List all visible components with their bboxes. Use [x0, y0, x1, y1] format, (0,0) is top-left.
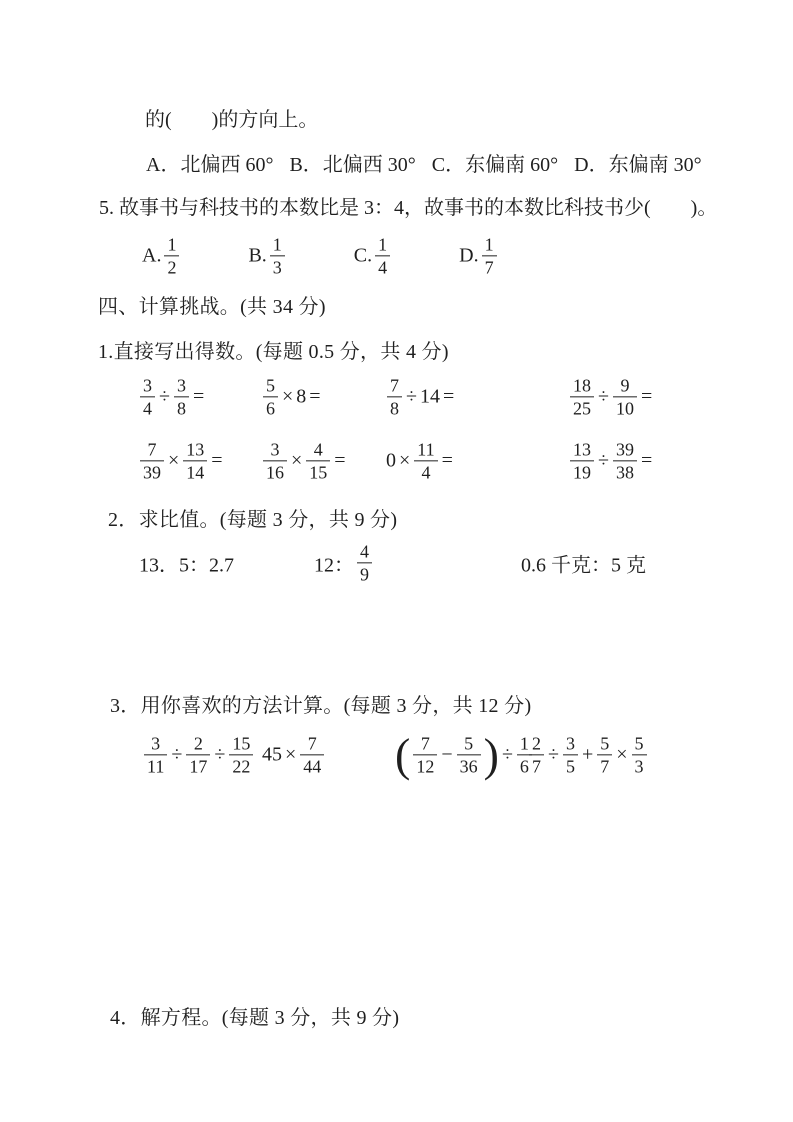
ratio-item — [313, 541, 374, 584]
math-text: B. — [248, 244, 267, 267]
operator: = — [441, 449, 453, 472]
fraction: $\frac{3}{16}$ — [263, 439, 287, 482]
operator: ÷ — [598, 449, 609, 472]
calc-expression — [568, 375, 654, 418]
operator: = — [640, 449, 653, 472]
operator: = — [334, 449, 346, 472]
fraction: $\frac{4}{15}$ — [306, 439, 330, 482]
operator: = — [442, 385, 455, 408]
fraction: $\frac{1}{2}$ — [164, 234, 179, 277]
operator: = — [192, 385, 205, 408]
operator: ÷ — [501, 743, 513, 766]
math-text: C. — [353, 244, 373, 267]
choice-b-fraction — [247, 234, 286, 277]
math-text: 0.6 千克：5 克 — [521, 554, 646, 577]
operator: ÷ — [171, 743, 183, 766]
method-expression — [527, 733, 649, 776]
operator: × — [291, 449, 303, 472]
operator: × — [285, 743, 297, 766]
fraction: $\frac{9}{10}$ — [613, 375, 637, 418]
question4-continuation-text: 的( )的方向上。 — [145, 109, 319, 131]
math-text: A. — [142, 244, 162, 267]
choice-d: D．东偏南 30° — [574, 154, 702, 176]
math-text: 13．5：2.7 — [139, 554, 234, 577]
fraction: $\frac{5}{36}$ — [457, 733, 481, 776]
fraction: $\frac{7}{44}$ — [300, 733, 324, 776]
section4-heading: 四、计算挑战。(共 34 分) — [98, 296, 326, 318]
fraction: $\frac{7}{39}$ — [140, 439, 164, 482]
operator: × — [282, 385, 294, 408]
fraction: $\frac{1}{6}$ — [517, 733, 532, 776]
calc-expression — [385, 439, 455, 482]
fraction: $\frac{3}{5}$ — [563, 733, 578, 776]
choice-c-fraction — [353, 234, 392, 277]
operator: × — [399, 449, 411, 472]
part2-heading: 2．求比值。(每题 3 分，共 9 分) — [108, 509, 398, 531]
question4-choices — [146, 148, 702, 177]
math-text: 0 — [386, 449, 396, 472]
method-expression — [261, 733, 326, 776]
math-text: 45 — [262, 743, 282, 766]
math-text: 12： — [314, 554, 354, 577]
operator: ÷ — [214, 743, 226, 766]
calc-expression — [385, 375, 456, 418]
fraction: $\frac{1}{3}$ — [270, 234, 285, 277]
operator: = — [309, 385, 321, 408]
fraction: $\frac{15}{22}$ — [229, 733, 253, 776]
calc-expression — [261, 439, 348, 482]
fraction: $\frac{3}{8}$ — [174, 375, 189, 418]
fraction: $\frac{1}{7}$ — [482, 234, 497, 277]
fraction: $\frac{3}{4}$ — [140, 375, 155, 418]
choice-a: A．北偏西 60° — [146, 154, 274, 176]
choice-a-fraction — [141, 234, 181, 277]
fraction: $\frac{13}{19}$ — [570, 439, 594, 482]
fraction: $\frac{5}{6}$ — [263, 375, 278, 418]
fraction: $\frac{5}{7}$ — [597, 733, 612, 776]
fraction: $\frac{18}{25}$ — [570, 375, 594, 418]
operator: ÷ — [406, 385, 417, 408]
choice-b: B．北偏西 30° — [289, 154, 416, 176]
ratio-item — [520, 549, 647, 578]
math-text: 8 — [296, 385, 307, 408]
calc-expression — [138, 375, 206, 418]
calc-expression — [568, 439, 654, 482]
fraction: $\frac{1}{4}$ — [375, 234, 390, 277]
choice-d-fraction — [458, 234, 498, 277]
operator: = — [211, 449, 223, 472]
part4-heading: 4．解方程。(每题 3 分，共 9 分) — [110, 1007, 400, 1029]
fraction: $\frac{4}{9}$ — [357, 541, 372, 584]
part1-heading: 1.直接写出得数。(每题 0.5 分，共 4 分) — [98, 341, 449, 363]
fraction: $\frac{7}{8}$ — [387, 375, 402, 418]
fraction: $\frac{39}{38}$ — [613, 439, 637, 482]
method-expression: ( $\frac{7}{12}$ − $\frac{5}{36}$ ) ÷ $\frac{1}{6}$ — [394, 733, 534, 776]
fraction: $\frac{13}{14}$ — [183, 439, 207, 482]
operator: ÷ — [548, 743, 559, 766]
calc-expression — [138, 439, 225, 482]
math-text: 14 — [419, 385, 440, 408]
question5-choices — [141, 234, 499, 277]
fraction: $\frac{7}{12}$ — [413, 733, 437, 776]
fraction: $\frac{3}{11}$ — [144, 733, 167, 776]
method-expression — [142, 733, 255, 776]
fraction: $\frac{11}{4}$ — [414, 439, 437, 482]
operator: ÷ — [598, 385, 609, 408]
fraction: $\frac{2}{7}$ — [529, 733, 544, 776]
operator: × — [616, 743, 628, 766]
operator: − — [441, 743, 453, 766]
part3-heading: 3．用你喜欢的方法计算。(每题 3 分，共 12 分) — [110, 695, 532, 717]
ratio-item — [138, 549, 235, 578]
fraction: $\frac{2}{17}$ — [186, 733, 210, 776]
calc-expression — [261, 375, 323, 418]
fraction: $\frac{5}{3}$ — [632, 733, 647, 776]
operator: = — [640, 385, 653, 408]
math-text: D. — [459, 244, 479, 267]
choice-c: C．东偏南 60° — [431, 154, 559, 176]
operator: + — [581, 743, 594, 766]
operator: ÷ — [159, 385, 170, 408]
question5-stem: 5. 故事书与科技书的本数比是 3：4，故事书的本数比科技书少( )。 — [99, 197, 718, 219]
operator: × — [168, 449, 180, 472]
